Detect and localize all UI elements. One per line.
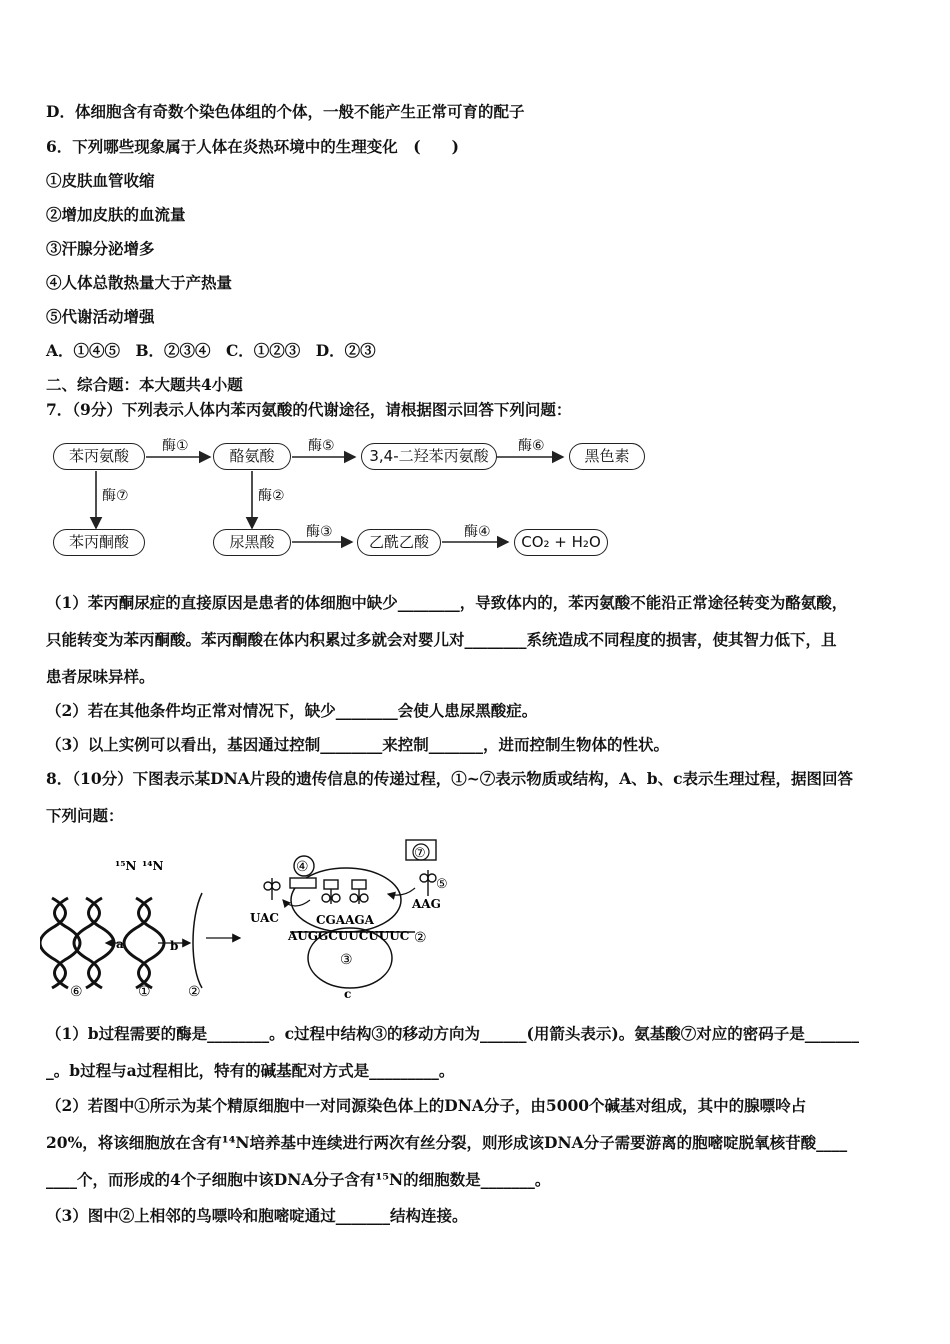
q7-part1-line3: 患者尿味异样。 bbox=[46, 667, 155, 686]
enzyme-5-label: 酶⑤ bbox=[308, 438, 335, 454]
enzyme-6-label: 酶⑥ bbox=[518, 438, 545, 454]
q8-dna-transfer-diagram bbox=[40, 838, 460, 1003]
q5-option-d: D．体细胞含有奇数个染色体组的个体，一般不能产生正常可育的配子 bbox=[46, 102, 525, 121]
trna-group bbox=[264, 840, 436, 904]
mrna-strand-2 bbox=[193, 893, 202, 988]
label-2b: ② bbox=[414, 930, 427, 946]
node-melanin: 黑色素 bbox=[569, 443, 645, 470]
q6-option-b: B．②③④ bbox=[135, 341, 211, 360]
label-b: b bbox=[170, 939, 179, 953]
label-cgaaga: CGAAGA bbox=[316, 913, 374, 927]
q6-stem: 6．下列哪些现象属于人体在炎热环境中的生理变化 ( ) bbox=[46, 137, 459, 156]
q7-part1-line1: （1）苯丙酮尿症的直接原因是患者的体细胞中缺少________，导致体内的，苯丙氨酸不能沿正常途径转变为酪氨酸， bbox=[46, 593, 848, 612]
q8-figure-svg bbox=[40, 838, 460, 1003]
q6-item-1: ①皮肤血管收缩 bbox=[46, 171, 155, 190]
label-2: ② bbox=[188, 984, 201, 1000]
enzyme-3-label: 酶③ bbox=[306, 524, 333, 540]
q7-stem: 7．（9分）下列表示人体内苯丙氨酸的代谢途径，请根据图示回答下列问题： bbox=[46, 400, 572, 419]
label-n14: ¹⁴N bbox=[142, 859, 164, 873]
node-tyrosine: 酪氨酸 bbox=[213, 443, 291, 470]
node-dopa: 3,4-二羟苯丙氨酸 bbox=[361, 443, 497, 470]
q7-part1-line2: 只能转变为苯丙酮酸。苯丙酮酸在体内积累过多就会对婴儿对________系统造成不同程度的损害，使其智力低下，且 bbox=[46, 630, 837, 649]
q8-part1-line2: _。b过程与a过程相比，特有的碱基配对方式是_________。 bbox=[46, 1061, 455, 1080]
node-phenylpyruvate: 苯丙酮酸 bbox=[53, 529, 145, 556]
label-mrna: AUGGCUUCUUUC bbox=[288, 929, 410, 943]
q8-part2-line3: ____个，而形成的4个子细胞中该DNA分子含有¹⁵N的细胞数是_______。 bbox=[46, 1170, 551, 1189]
dna-helix-6 bbox=[40, 898, 114, 988]
enzyme-1-label: 酶① bbox=[162, 438, 189, 454]
label-a: a bbox=[116, 937, 124, 951]
q6-item-5: ⑤代谢活动增强 bbox=[46, 307, 155, 326]
node-acetoacetate: 乙酰乙酸 bbox=[357, 529, 441, 556]
q6-item-3: ③汗腺分泌增多 bbox=[46, 239, 155, 258]
q8-stem-line1: 8．（10分）下图表示某DNA片段的遗传信息的传递过程，①~⑦表示物质或结构，A、b、c表示生理过程，据图回答 bbox=[46, 769, 854, 788]
q8-stem-line2: 下列问题： bbox=[46, 806, 124, 825]
label-1: ① bbox=[138, 984, 151, 1000]
polypeptide-4 bbox=[290, 878, 316, 888]
q8-part1-line1: （1）b过程需要的酶是________。c过程中结构③的移动方向为______(用箭头表示)。氨基酸⑦对应的密码子是_______ bbox=[46, 1024, 859, 1043]
label-5: ⑤ bbox=[436, 877, 448, 892]
enzyme-7-label: 酶⑦ bbox=[102, 488, 129, 504]
enzyme-4-label: 酶④ bbox=[464, 524, 491, 540]
q6-item-2: ②增加皮肤的血流量 bbox=[46, 205, 186, 224]
label-uac: UAC bbox=[250, 911, 279, 925]
q8-part3: （3）图中②上相邻的鸟嘌呤和胞嘧啶通过_______结构连接。 bbox=[46, 1206, 468, 1225]
q8-part2-line1: （2）若图中①所示为某个精原细胞中一对同源染色体上的DNA分子，由5000个碱基对组成，其中的腺嘌呤占 bbox=[46, 1096, 807, 1115]
label-aag: AAG bbox=[412, 897, 441, 911]
label-c: c bbox=[344, 987, 352, 1001]
label-7: ⑦ bbox=[414, 846, 426, 861]
q8-part2-line2: 20%，将该细胞放在含有¹⁴N培养基中连续进行两次有丝分裂，则形成该DNA分子需要游离的胞嘧啶脱氧核苷酸____ bbox=[46, 1133, 848, 1152]
q6-item-4: ④人体总散热量大于产热量 bbox=[46, 273, 233, 292]
q7-part3: （3）以上实例可以看出，基因通过控制________来控制_______，进而控制生物体的性状。 bbox=[46, 735, 670, 754]
label-6: ⑥ bbox=[70, 984, 83, 1000]
node-co2-h2o: CO₂ + H₂O bbox=[514, 529, 608, 556]
node-homogentisate: 尿黑酸 bbox=[213, 529, 291, 556]
label-4: ④ bbox=[296, 859, 309, 875]
q6-options bbox=[46, 341, 386, 361]
node-phenylalanine: 苯丙氨酸 bbox=[53, 443, 145, 470]
enzyme-2-label: 酶② bbox=[258, 488, 285, 504]
label-3: ③ bbox=[340, 952, 353, 968]
q6-option-a: A．①④⑤ bbox=[46, 341, 121, 360]
label-n15: ¹⁵N bbox=[115, 859, 137, 873]
q7-metabolic-pathway-diagram bbox=[0, 425, 700, 570]
q6-option-c: C．①②③ bbox=[225, 341, 301, 360]
q6-option-d: D．②③ bbox=[315, 341, 376, 360]
section-title: 二、综合题：本大题共4小题 bbox=[46, 375, 243, 394]
q7-part2: （2）若在其他条件均正常对情况下，缺少________会使人患尿黑酸症。 bbox=[46, 701, 538, 720]
